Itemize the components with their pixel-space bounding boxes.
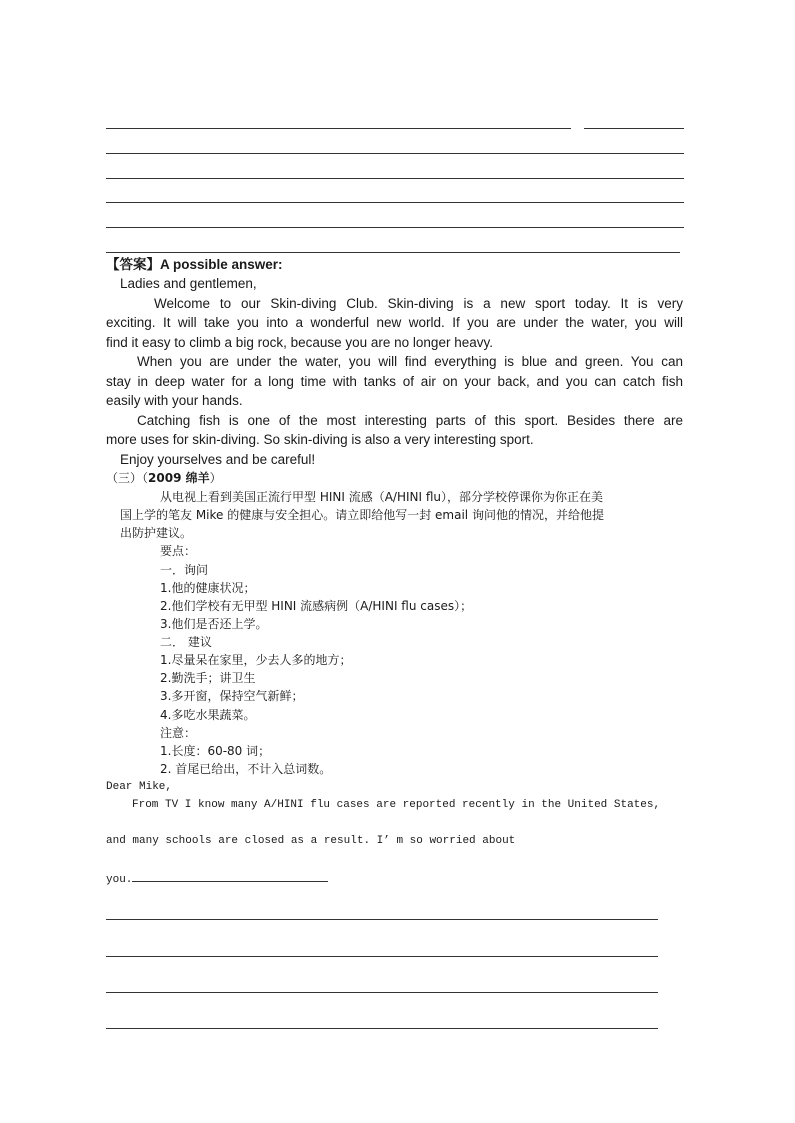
paragraph-2-line-1: When you are under the water, you will find everything is blue and green. You can bbox=[137, 354, 683, 369]
paragraph-1-line-2: exciting. It will take you into a wonderful new world. If you are under the water, you will bbox=[106, 315, 683, 330]
writing-line[interactable] bbox=[106, 992, 658, 993]
paragraph-2-line-3: easily with your hands. bbox=[106, 393, 243, 408]
letter-line-1: From TV I know many A/HINI flu cases are reported recently in the United States, bbox=[132, 799, 661, 811]
answer-line[interactable] bbox=[106, 153, 684, 154]
points-label: 要点： bbox=[160, 544, 197, 558]
list-item: 1.尽量呆在家里，少去人多的地方； bbox=[160, 653, 352, 667]
paragraph-1-line-1: Welcome to our Skin-diving Club. Skin-diving is a new sport today. It is very bbox=[154, 296, 683, 311]
task-prompt-line-1: 从电视上看到美国正流行甲型 HINI 流感（A/HINI flu），部分学校停课你为你正在美 bbox=[160, 490, 604, 504]
answer-line[interactable] bbox=[106, 252, 680, 253]
task-prompt-line-3: 出防护建议。 bbox=[120, 526, 193, 540]
list-item: 3.多开窗，保持空气新鲜； bbox=[160, 689, 304, 703]
letter-salutation: Dear Mike, bbox=[106, 781, 173, 793]
answer-line[interactable] bbox=[584, 128, 684, 129]
paragraph-1-line-3: find it easy to climb a big rock, because you are no longer heavy. bbox=[106, 335, 493, 350]
task-number: （三）（2009 绵羊） bbox=[106, 471, 222, 485]
task-prompt-line-2: 国上学的笔友 Mike 的健康与安全担心。请立即给他写一封 email 询问他的情况，并给他提 bbox=[120, 508, 604, 522]
answer-heading-text: A possible answer: bbox=[160, 257, 283, 272]
answer-line[interactable] bbox=[106, 227, 684, 228]
answer-line[interactable] bbox=[106, 202, 684, 203]
note-item: 2. 首尾已给出，不计入总词数。 bbox=[160, 762, 332, 776]
closing: Enjoy yourselves and be careful! bbox=[120, 452, 316, 467]
answer-heading bbox=[106, 255, 683, 275]
letter-line-2: and many schools are closed as a result. I’ m so worried about bbox=[106, 835, 516, 847]
writing-line[interactable] bbox=[106, 956, 658, 957]
list-item: 3.他们是否还上学。 bbox=[160, 617, 268, 631]
writing-blank[interactable] bbox=[132, 870, 328, 882]
list-item: 2.勤洗手；讲卫生 bbox=[160, 671, 256, 685]
note-item: 1.长度：60-80 词； bbox=[160, 744, 271, 758]
task-source: 2009 绵羊 bbox=[148, 471, 210, 485]
answer-line[interactable] bbox=[106, 178, 684, 179]
section-advice: 二． 建议 bbox=[160, 635, 212, 649]
list-item: 4.多吃水果蔬菜。 bbox=[160, 708, 256, 722]
writing-line[interactable] bbox=[106, 1028, 658, 1029]
section-inquire: 一．询问 bbox=[160, 563, 209, 577]
greeting: Ladies and gentlemen, bbox=[120, 276, 257, 291]
answer-label: 【答案】 bbox=[106, 257, 160, 272]
paragraph-3-line-2: more uses for skin-diving. So skin-diving is also a very interesting sport. bbox=[106, 432, 534, 447]
paragraph-3-line-1: Catching fish is one of the most interesting parts of this sport. Besides there are bbox=[137, 413, 683, 428]
letter-line-3: you. bbox=[106, 870, 328, 888]
list-item: 2.他们学校有无甲型 HINI 流感病例（A/HINI flu cases）； bbox=[160, 599, 473, 613]
answer-line[interactable] bbox=[106, 128, 571, 129]
list-item: 1.他的健康状况； bbox=[160, 581, 256, 595]
paragraph-2-line-2: stay in deep water for a long time with tanks of air on your back, and you can catch fish bbox=[106, 374, 683, 389]
notes-label: 注意： bbox=[160, 726, 197, 740]
writing-line[interactable] bbox=[106, 919, 658, 920]
